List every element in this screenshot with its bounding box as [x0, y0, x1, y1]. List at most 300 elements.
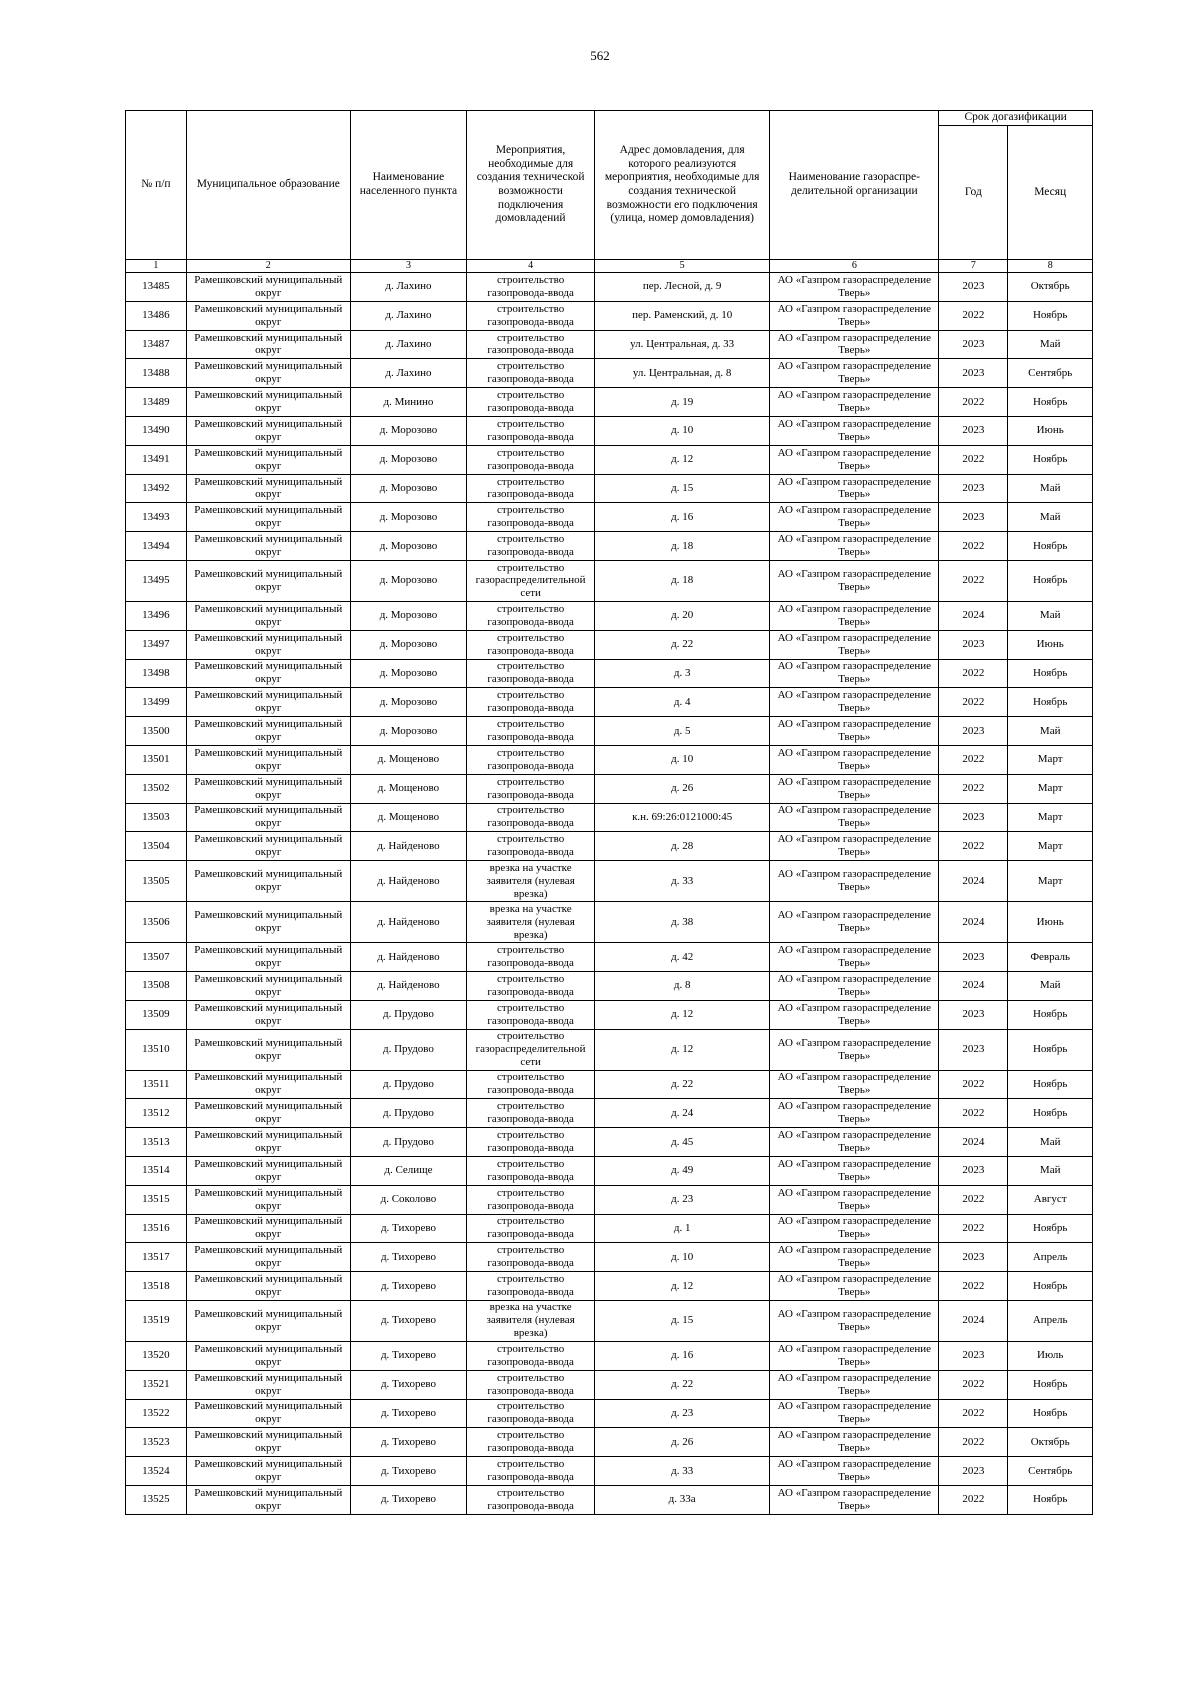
- cell-settlement: д. Лахино: [350, 273, 466, 302]
- header-municipality: Муниципальное образование: [186, 111, 350, 260]
- cell-settlement: д. Лахино: [350, 330, 466, 359]
- table-row: [126, 832, 1093, 861]
- cell-number: 13525: [126, 1485, 187, 1514]
- table-row: [126, 1029, 1093, 1070]
- cell-organization: АО «Газпром газораспределение Тверь»: [770, 717, 939, 746]
- cell-address: д. 24: [595, 1099, 770, 1128]
- cell-settlement: д. Морозово: [350, 717, 466, 746]
- cell-measure: строительство газопровода-ввода: [467, 803, 595, 832]
- cell-organization: АО «Газпром газораспределение Тверь»: [770, 659, 939, 688]
- cell-settlement: д. Найденово: [350, 971, 466, 1000]
- table-row: [126, 659, 1093, 688]
- cell-measure: строительство газопровода-ввода: [467, 659, 595, 688]
- cell-year: 2022: [939, 1485, 1008, 1514]
- table-row: [126, 330, 1093, 359]
- cell-measure: строительство газопровода-ввода: [467, 416, 595, 445]
- cell-number: 13502: [126, 774, 187, 803]
- cell-year: 2023: [939, 630, 1008, 659]
- cell-measure: строительство газопровода-ввода: [467, 503, 595, 532]
- cell-measure: строительство газопровода-ввода: [467, 1243, 595, 1272]
- cell-number: 13519: [126, 1300, 187, 1341]
- cell-address: д. 28: [595, 832, 770, 861]
- table-body: [126, 273, 1093, 1515]
- cell-year: 2022: [939, 388, 1008, 417]
- column-number: 6: [770, 260, 939, 273]
- table-row: [126, 630, 1093, 659]
- cell-measure: строительство газопровода-ввода: [467, 1070, 595, 1099]
- cell-number: 13500: [126, 717, 187, 746]
- cell-address: д. 45: [595, 1128, 770, 1157]
- cell-month: Июль: [1008, 1341, 1093, 1370]
- cell-year: 2022: [939, 532, 1008, 561]
- cell-organization: АО «Газпром газораспределение Тверь»: [770, 359, 939, 388]
- cell-measure: строительство газопровода-ввода: [467, 330, 595, 359]
- cell-address: к.н. 69:26:0121000:45: [595, 803, 770, 832]
- cell-organization: АО «Газпром газораспределение Тверь»: [770, 943, 939, 972]
- cell-organization: АО «Газпром газораспределение Тверь»: [770, 1300, 939, 1341]
- table-row: [126, 416, 1093, 445]
- table-row: [126, 1272, 1093, 1301]
- cell-organization: АО «Газпром газораспределение Тверь»: [770, 1128, 939, 1157]
- cell-year: 2022: [939, 1214, 1008, 1243]
- cell-month: Май: [1008, 1156, 1093, 1185]
- cell-organization: АО «Газпром газораспределение Тверь»: [770, 560, 939, 601]
- cell-measure: строительство газопровода-ввода: [467, 1156, 595, 1185]
- cell-number: 13497: [126, 630, 187, 659]
- cell-measure: строительство газопровода-ввода: [467, 630, 595, 659]
- cell-organization: АО «Газпром газораспределение Тверь»: [770, 1070, 939, 1099]
- cell-address: д. 22: [595, 1070, 770, 1099]
- cell-address: д. 16: [595, 1341, 770, 1370]
- cell-municipality: Рамешковский муниципальный округ: [186, 774, 350, 803]
- cell-number: 13492: [126, 474, 187, 503]
- cell-settlement: д. Морозово: [350, 601, 466, 630]
- cell-settlement: д. Тихорево: [350, 1341, 466, 1370]
- header-organization: Наименование газораспре- делительной организации: [770, 111, 939, 260]
- table-row: [126, 1370, 1093, 1399]
- cell-municipality: Рамешковский муниципальный округ: [186, 861, 350, 902]
- cell-address: д. 18: [595, 532, 770, 561]
- cell-measure: строительство газопровода-ввода: [467, 532, 595, 561]
- cell-year: 2022: [939, 301, 1008, 330]
- cell-measure: строительство газопровода-ввода: [467, 1214, 595, 1243]
- header-gasification-term: Срок догазификации: [939, 111, 1093, 126]
- cell-municipality: Рамешковский муниципальный округ: [186, 1370, 350, 1399]
- cell-year: 2022: [939, 1370, 1008, 1399]
- cell-address: д. 12: [595, 1000, 770, 1029]
- cell-year: 2022: [939, 774, 1008, 803]
- cell-settlement: д. Селище: [350, 1156, 466, 1185]
- cell-year: 2024: [939, 861, 1008, 902]
- cell-measure: строительство газопровода-ввода: [467, 1457, 595, 1486]
- cell-organization: АО «Газпром газораспределение Тверь»: [770, 902, 939, 943]
- cell-year: 2023: [939, 359, 1008, 388]
- cell-year: 2023: [939, 330, 1008, 359]
- cell-municipality: Рамешковский муниципальный округ: [186, 560, 350, 601]
- cell-month: Ноябрь: [1008, 1214, 1093, 1243]
- cell-municipality: Рамешковский муниципальный округ: [186, 630, 350, 659]
- table-row: [126, 774, 1093, 803]
- cell-measure: строительство газопровода-ввода: [467, 774, 595, 803]
- cell-month: Ноябрь: [1008, 388, 1093, 417]
- cell-year: 2023: [939, 503, 1008, 532]
- table-row: [126, 745, 1093, 774]
- cell-municipality: Рамешковский муниципальный округ: [186, 330, 350, 359]
- cell-address: д. 26: [595, 774, 770, 803]
- cell-address: д. 5: [595, 717, 770, 746]
- cell-address: д. 8: [595, 971, 770, 1000]
- column-number: 5: [595, 260, 770, 273]
- cell-year: 2023: [939, 943, 1008, 972]
- cell-address: д. 10: [595, 745, 770, 774]
- cell-organization: АО «Газпром газораспределение Тверь»: [770, 1243, 939, 1272]
- cell-month: Апрель: [1008, 1243, 1093, 1272]
- cell-number: 13487: [126, 330, 187, 359]
- table-row: [126, 601, 1093, 630]
- cell-measure: строительство газопровода-ввода: [467, 745, 595, 774]
- table-row: [126, 1457, 1093, 1486]
- cell-settlement: д. Морозово: [350, 688, 466, 717]
- cell-address: пер. Раменский, д. 10: [595, 301, 770, 330]
- cell-month: Ноябрь: [1008, 301, 1093, 330]
- header-month: Месяц: [1008, 125, 1093, 259]
- cell-municipality: Рамешковский муниципальный округ: [186, 1070, 350, 1099]
- cell-month: Ноябрь: [1008, 659, 1093, 688]
- table-row: [126, 1428, 1093, 1457]
- cell-measure: строительство газопровода-ввода: [467, 445, 595, 474]
- cell-number: 13508: [126, 971, 187, 1000]
- cell-month: Май: [1008, 503, 1093, 532]
- cell-year: 2023: [939, 1341, 1008, 1370]
- cell-number: 13505: [126, 861, 187, 902]
- cell-month: Ноябрь: [1008, 1099, 1093, 1128]
- cell-month: Апрель: [1008, 1300, 1093, 1341]
- cell-year: 2023: [939, 416, 1008, 445]
- table-row: [126, 1341, 1093, 1370]
- cell-measure: строительство газопровода-ввода: [467, 1099, 595, 1128]
- cell-year: 2022: [939, 1272, 1008, 1301]
- cell-settlement: д. Найденово: [350, 832, 466, 861]
- cell-address: д. 1: [595, 1214, 770, 1243]
- cell-number: 13516: [126, 1214, 187, 1243]
- cell-year: 2023: [939, 474, 1008, 503]
- cell-measure: строительство газопровода-ввода: [467, 1370, 595, 1399]
- cell-settlement: д. Мощеново: [350, 803, 466, 832]
- cell-year: 2024: [939, 1300, 1008, 1341]
- cell-month: Май: [1008, 1128, 1093, 1157]
- cell-month: Ноябрь: [1008, 1000, 1093, 1029]
- cell-organization: АО «Газпром газораспределение Тверь»: [770, 273, 939, 302]
- cell-measure: строительство газопровода-ввода: [467, 474, 595, 503]
- cell-year: 2023: [939, 1000, 1008, 1029]
- cell-month: Март: [1008, 745, 1093, 774]
- cell-settlement: д. Минино: [350, 388, 466, 417]
- cell-measure: строительство газопровода-ввода: [467, 273, 595, 302]
- cell-address: д. 49: [595, 1156, 770, 1185]
- cell-settlement: д. Тихорево: [350, 1457, 466, 1486]
- cell-measure: строительство газопровода-ввода: [467, 359, 595, 388]
- cell-municipality: Рамешковский муниципальный округ: [186, 1214, 350, 1243]
- cell-municipality: Рамешковский муниципальный округ: [186, 416, 350, 445]
- cell-settlement: д. Прудово: [350, 1099, 466, 1128]
- table-row: [126, 1128, 1093, 1157]
- cell-month: Октябрь: [1008, 1428, 1093, 1457]
- cell-settlement: д. Тихорево: [350, 1485, 466, 1514]
- cell-organization: АО «Газпром газораспределение Тверь»: [770, 474, 939, 503]
- cell-month: Ноябрь: [1008, 445, 1093, 474]
- cell-measure: строительство газопровода-ввода: [467, 717, 595, 746]
- cell-measure: строительство газопровода-ввода: [467, 1272, 595, 1301]
- cell-address: д. 12: [595, 1272, 770, 1301]
- cell-address: д. 18: [595, 560, 770, 601]
- cell-number: 13522: [126, 1399, 187, 1428]
- cell-month: Сентябрь: [1008, 1457, 1093, 1486]
- cell-number: 13491: [126, 445, 187, 474]
- cell-month: Ноябрь: [1008, 560, 1093, 601]
- cell-measure: строительство газопровода-ввода: [467, 1000, 595, 1029]
- cell-number: 13515: [126, 1185, 187, 1214]
- header-number: № п/п: [126, 111, 187, 260]
- header-settlement: Наименование населенного пункта: [350, 111, 466, 260]
- cell-measure: строительство газопровода-ввода: [467, 832, 595, 861]
- cell-settlement: д. Морозово: [350, 532, 466, 561]
- cell-measure: строительство газопровода-ввода: [467, 1399, 595, 1428]
- cell-municipality: Рамешковский муниципальный округ: [186, 1399, 350, 1428]
- cell-month: Ноябрь: [1008, 1272, 1093, 1301]
- cell-organization: АО «Газпром газораспределение Тверь»: [770, 301, 939, 330]
- cell-month: Март: [1008, 861, 1093, 902]
- cell-municipality: Рамешковский муниципальный округ: [186, 1000, 350, 1029]
- cell-settlement: д. Прудово: [350, 1070, 466, 1099]
- cell-number: 13493: [126, 503, 187, 532]
- table-row: [126, 1185, 1093, 1214]
- table-row: [126, 503, 1093, 532]
- cell-organization: АО «Газпром газораспределение Тверь»: [770, 1156, 939, 1185]
- column-number-row: [126, 260, 1093, 273]
- cell-municipality: Рамешковский муниципальный округ: [186, 601, 350, 630]
- cell-municipality: Рамешковский муниципальный округ: [186, 1428, 350, 1457]
- cell-month: Май: [1008, 717, 1093, 746]
- cell-settlement: д. Прудово: [350, 1029, 466, 1070]
- cell-organization: АО «Газпром газораспределение Тверь»: [770, 745, 939, 774]
- cell-organization: АО «Газпром газораспределение Тверь»: [770, 1341, 939, 1370]
- cell-month: Март: [1008, 832, 1093, 861]
- cell-year: 2024: [939, 902, 1008, 943]
- cell-organization: АО «Газпром газораспределение Тверь»: [770, 1399, 939, 1428]
- cell-municipality: Рамешковский муниципальный округ: [186, 388, 350, 417]
- cell-year: 2022: [939, 745, 1008, 774]
- cell-measure: строительство газопровода-ввода: [467, 301, 595, 330]
- cell-measure: строительство газопровода-ввода: [467, 1341, 595, 1370]
- cell-organization: АО «Газпром газораспределение Тверь»: [770, 832, 939, 861]
- cell-municipality: Рамешковский муниципальный округ: [186, 1156, 350, 1185]
- table-row: [126, 560, 1093, 601]
- cell-measure: врезка на участке заявителя (нулевая врезка): [467, 1300, 595, 1341]
- cell-month: Ноябрь: [1008, 1070, 1093, 1099]
- cell-year: 2023: [939, 1029, 1008, 1070]
- cell-organization: АО «Газпром газораспределение Тверь»: [770, 503, 939, 532]
- cell-settlement: д. Морозово: [350, 474, 466, 503]
- header-year: Год: [939, 125, 1008, 259]
- cell-number: 13485: [126, 273, 187, 302]
- cell-organization: АО «Газпром газораспределение Тверь»: [770, 1000, 939, 1029]
- cell-settlement: д. Соколово: [350, 1185, 466, 1214]
- cell-address: д. 10: [595, 416, 770, 445]
- cell-organization: АО «Газпром газораспределение Тверь»: [770, 971, 939, 1000]
- cell-number: 13517: [126, 1243, 187, 1272]
- cell-year: 2023: [939, 1457, 1008, 1486]
- column-number: 3: [350, 260, 466, 273]
- cell-settlement: д. Тихорево: [350, 1300, 466, 1341]
- cell-municipality: Рамешковский муниципальный округ: [186, 503, 350, 532]
- cell-settlement: д. Тихорево: [350, 1428, 466, 1457]
- cell-year: 2022: [939, 1428, 1008, 1457]
- cell-year: 2022: [939, 832, 1008, 861]
- cell-address: д. 15: [595, 474, 770, 503]
- cell-month: Май: [1008, 330, 1093, 359]
- cell-month: Август: [1008, 1185, 1093, 1214]
- cell-organization: АО «Газпром газораспределение Тверь»: [770, 1185, 939, 1214]
- cell-month: Ноябрь: [1008, 1370, 1093, 1399]
- table-row: [126, 1214, 1093, 1243]
- cell-address: д. 33а: [595, 1485, 770, 1514]
- cell-settlement: д. Найденово: [350, 943, 466, 972]
- cell-address: д. 12: [595, 445, 770, 474]
- cell-address: д. 22: [595, 1370, 770, 1399]
- table-row: [126, 971, 1093, 1000]
- table-row: [126, 1099, 1093, 1128]
- cell-organization: АО «Газпром газораспределение Тверь»: [770, 532, 939, 561]
- cell-municipality: Рамешковский муниципальный округ: [186, 1128, 350, 1157]
- cell-organization: АО «Газпром газораспределение Тверь»: [770, 861, 939, 902]
- cell-municipality: Рамешковский муниципальный округ: [186, 1300, 350, 1341]
- cell-year: 2024: [939, 1128, 1008, 1157]
- cell-number: 13514: [126, 1156, 187, 1185]
- table-row: [126, 388, 1093, 417]
- cell-month: Май: [1008, 474, 1093, 503]
- table-row: [126, 445, 1093, 474]
- cell-organization: АО «Газпром газораспределение Тверь»: [770, 1099, 939, 1128]
- table-row: [126, 1000, 1093, 1029]
- table-row: [126, 1070, 1093, 1099]
- cell-year: 2022: [939, 1399, 1008, 1428]
- cell-year: 2022: [939, 445, 1008, 474]
- cell-organization: АО «Газпром газораспределение Тверь»: [770, 1370, 939, 1399]
- cell-organization: АО «Газпром газораспределение Тверь»: [770, 1457, 939, 1486]
- cell-number: 13511: [126, 1070, 187, 1099]
- cell-organization: АО «Газпром газораспределение Тверь»: [770, 445, 939, 474]
- table-row: [126, 902, 1093, 943]
- cell-municipality: Рамешковский муниципальный округ: [186, 1341, 350, 1370]
- cell-organization: АО «Газпром газораспределение Тверь»: [770, 1214, 939, 1243]
- cell-municipality: Рамешковский муниципальный округ: [186, 1457, 350, 1486]
- cell-settlement: д. Морозово: [350, 416, 466, 445]
- table-row: [126, 861, 1093, 902]
- cell-number: 13524: [126, 1457, 187, 1486]
- cell-settlement: д. Тихорево: [350, 1370, 466, 1399]
- cell-address: д. 38: [595, 902, 770, 943]
- cell-year: 2023: [939, 273, 1008, 302]
- column-number: 7: [939, 260, 1008, 273]
- cell-number: 13490: [126, 416, 187, 445]
- cell-municipality: Рамешковский муниципальный округ: [186, 1485, 350, 1514]
- cell-settlement: д. Морозово: [350, 503, 466, 532]
- table-row: [126, 943, 1093, 972]
- cell-year: 2023: [939, 803, 1008, 832]
- cell-settlement: д. Морозово: [350, 445, 466, 474]
- cell-measure: строительство газопровода-ввода: [467, 1485, 595, 1514]
- cell-month: Май: [1008, 971, 1093, 1000]
- cell-address: д. 15: [595, 1300, 770, 1341]
- cell-address: д. 10: [595, 1243, 770, 1272]
- gasification-table: [125, 110, 1093, 1515]
- cell-address: д. 23: [595, 1185, 770, 1214]
- cell-settlement: д. Прудово: [350, 1000, 466, 1029]
- cell-municipality: Рамешковский муниципальный округ: [186, 745, 350, 774]
- cell-municipality: Рамешковский муниципальный округ: [186, 1272, 350, 1301]
- cell-municipality: Рамешковский муниципальный округ: [186, 971, 350, 1000]
- cell-number: 13496: [126, 601, 187, 630]
- cell-number: 13503: [126, 803, 187, 832]
- cell-month: Октябрь: [1008, 273, 1093, 302]
- column-number: 4: [467, 260, 595, 273]
- cell-month: Ноябрь: [1008, 688, 1093, 717]
- cell-number: 13499: [126, 688, 187, 717]
- cell-year: 2022: [939, 659, 1008, 688]
- cell-municipality: Рамешковский муниципальный округ: [186, 474, 350, 503]
- table-row: [126, 474, 1093, 503]
- cell-address: д. 33: [595, 1457, 770, 1486]
- cell-address: пер. Лесной, д. 9: [595, 273, 770, 302]
- cell-number: 13512: [126, 1099, 187, 1128]
- cell-measure: строительство газопровода-ввода: [467, 971, 595, 1000]
- cell-year: 2024: [939, 601, 1008, 630]
- cell-measure: строительство газораспределительной сети: [467, 560, 595, 601]
- cell-measure: строительство газопровода-ввода: [467, 601, 595, 630]
- cell-month: Июнь: [1008, 630, 1093, 659]
- cell-municipality: Рамешковский муниципальный округ: [186, 803, 350, 832]
- cell-settlement: д. Лахино: [350, 301, 466, 330]
- table-row: [126, 301, 1093, 330]
- cell-municipality: Рамешковский муниципальный округ: [186, 273, 350, 302]
- cell-number: 13489: [126, 388, 187, 417]
- column-number: 8: [1008, 260, 1093, 273]
- header-address: Адрес домовладения, для которого реализуются мероприятия, необходимые для создания технической возможности его подключения (улица, номер домовладения): [595, 111, 770, 260]
- cell-address: д. 4: [595, 688, 770, 717]
- cell-month: Март: [1008, 803, 1093, 832]
- cell-measure: строительство газопровода-ввода: [467, 388, 595, 417]
- table-row: [126, 273, 1093, 302]
- cell-municipality: Рамешковский муниципальный округ: [186, 943, 350, 972]
- cell-year: 2023: [939, 1156, 1008, 1185]
- cell-address: д. 33: [595, 861, 770, 902]
- cell-settlement: д. Мощеново: [350, 745, 466, 774]
- table-row: [126, 1243, 1093, 1272]
- cell-measure: строительство газораспределительной сети: [467, 1029, 595, 1070]
- cell-month: Ноябрь: [1008, 1029, 1093, 1070]
- table-row: [126, 1399, 1093, 1428]
- cell-municipality: Рамешковский муниципальный округ: [186, 1099, 350, 1128]
- cell-measure: строительство газопровода-ввода: [467, 688, 595, 717]
- cell-settlement: д. Мощеново: [350, 774, 466, 803]
- cell-settlement: д. Тихорево: [350, 1214, 466, 1243]
- cell-organization: АО «Газпром газораспределение Тверь»: [770, 630, 939, 659]
- cell-year: 2023: [939, 1243, 1008, 1272]
- cell-month: Сентябрь: [1008, 359, 1093, 388]
- cell-year: 2024: [939, 971, 1008, 1000]
- column-number: 1: [126, 260, 187, 273]
- cell-settlement: д. Найденово: [350, 902, 466, 943]
